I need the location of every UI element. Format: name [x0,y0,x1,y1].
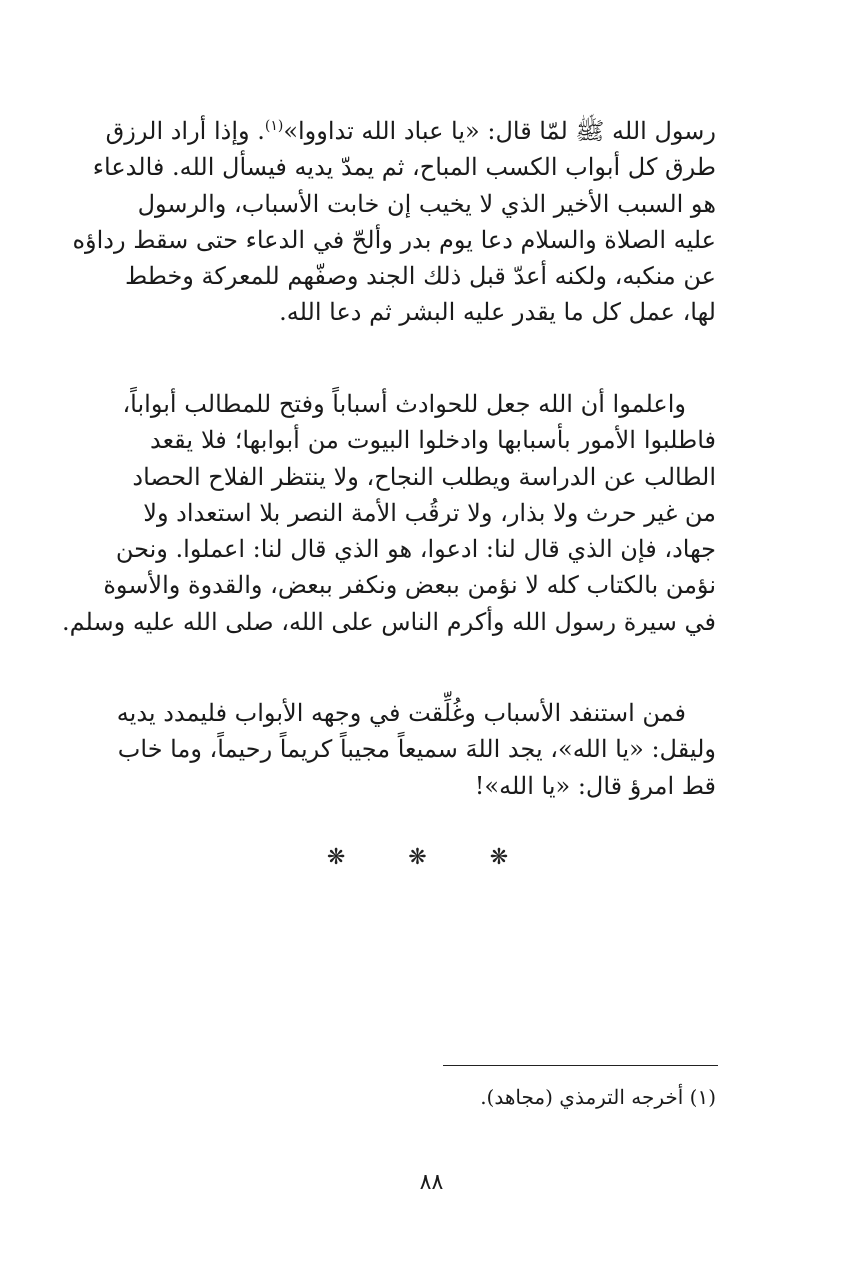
paragraph-line: الطالب عن الدراسة ويطلب النجاح، ولا ينتظر الفلاح الحصاد [132,462,716,491]
paragraph-line: فاطلبوا الأمور بأسبابها وادخلوا البيوت من أبوابها؛ فلا يقعد [150,426,716,455]
page-number: ٨٨ [419,1170,444,1195]
paragraph-line: وليقل: «يا الله»، يجد اللهَ سميعاً مجيباً كريماً رحيماً، وما خاب [117,735,716,764]
paragraph-2 [61,386,716,640]
paragraph-line: واعلموا أن الله جعل للحوادث أسباباً وفتح للمطالب أبواباً، [122,390,686,418]
paragraph-line [105,113,716,149]
paragraph-1 [72,113,716,331]
footnote-divider [443,1065,718,1066]
paragraph-line: فمن استنفد الأسباب وغُلِّقت في وجهه الأبواب فليمدد يديه [116,699,686,727]
paragraph-line: عليه الصلاة والسلام دعا يوم بدر وألحّ في الدعاء حتى سقط رداؤه [72,225,716,254]
footnote-text: (١) أخرجه الترمذي (مجاهد). [480,1085,716,1109]
footnote-marker: (١) [264,118,284,134]
paragraph-line: من غير حرث ولا بذار، ولا ترقُب الأمة النصر بلا استعداد ولا [143,498,716,527]
section-separator: ❋ ❋ ❋ [326,845,537,870]
paragraph-line: طرق كل أبواب الكسب المباح، ثم يمدّ يديه فيسأل الله. فالدعاء [92,153,716,182]
line-text: رسول الله ﷺ لمّا قال: «يا عباد الله تداووا» [283,117,716,145]
paragraph-line: هو السبب الأخير الذي لا يخيب إن خابت الأسباب، والرسول [137,189,716,218]
paragraph-line: عن منكبه، ولكنه أعدّ قبل ذلك الجند وصفّهم للمعركة وخطط [124,262,716,291]
paragraph-line: قط امرؤ قال: «يا الله»! [474,771,716,800]
paragraph-line: نؤمن بالكتاب كله لا نؤمن ببعض ونكفر ببعض، والقدوة والأسوة [103,571,716,600]
paragraph-line: لها، عمل كل ما يقدر عليه البشر ثم دعا الله. [279,298,716,327]
paragraph-3 [116,695,716,804]
paragraph-line: في سيرة رسول الله وأكرم الناس على الله، صلى الله عليه وسلم. [61,607,716,636]
line-text-tail: . وإذا أراد الرزق [105,117,265,145]
paragraph-line: جهاد، فإن الذي قال لنا: ادعوا، هو الذي قال لنا: اعملوا. ونحن [115,535,716,564]
